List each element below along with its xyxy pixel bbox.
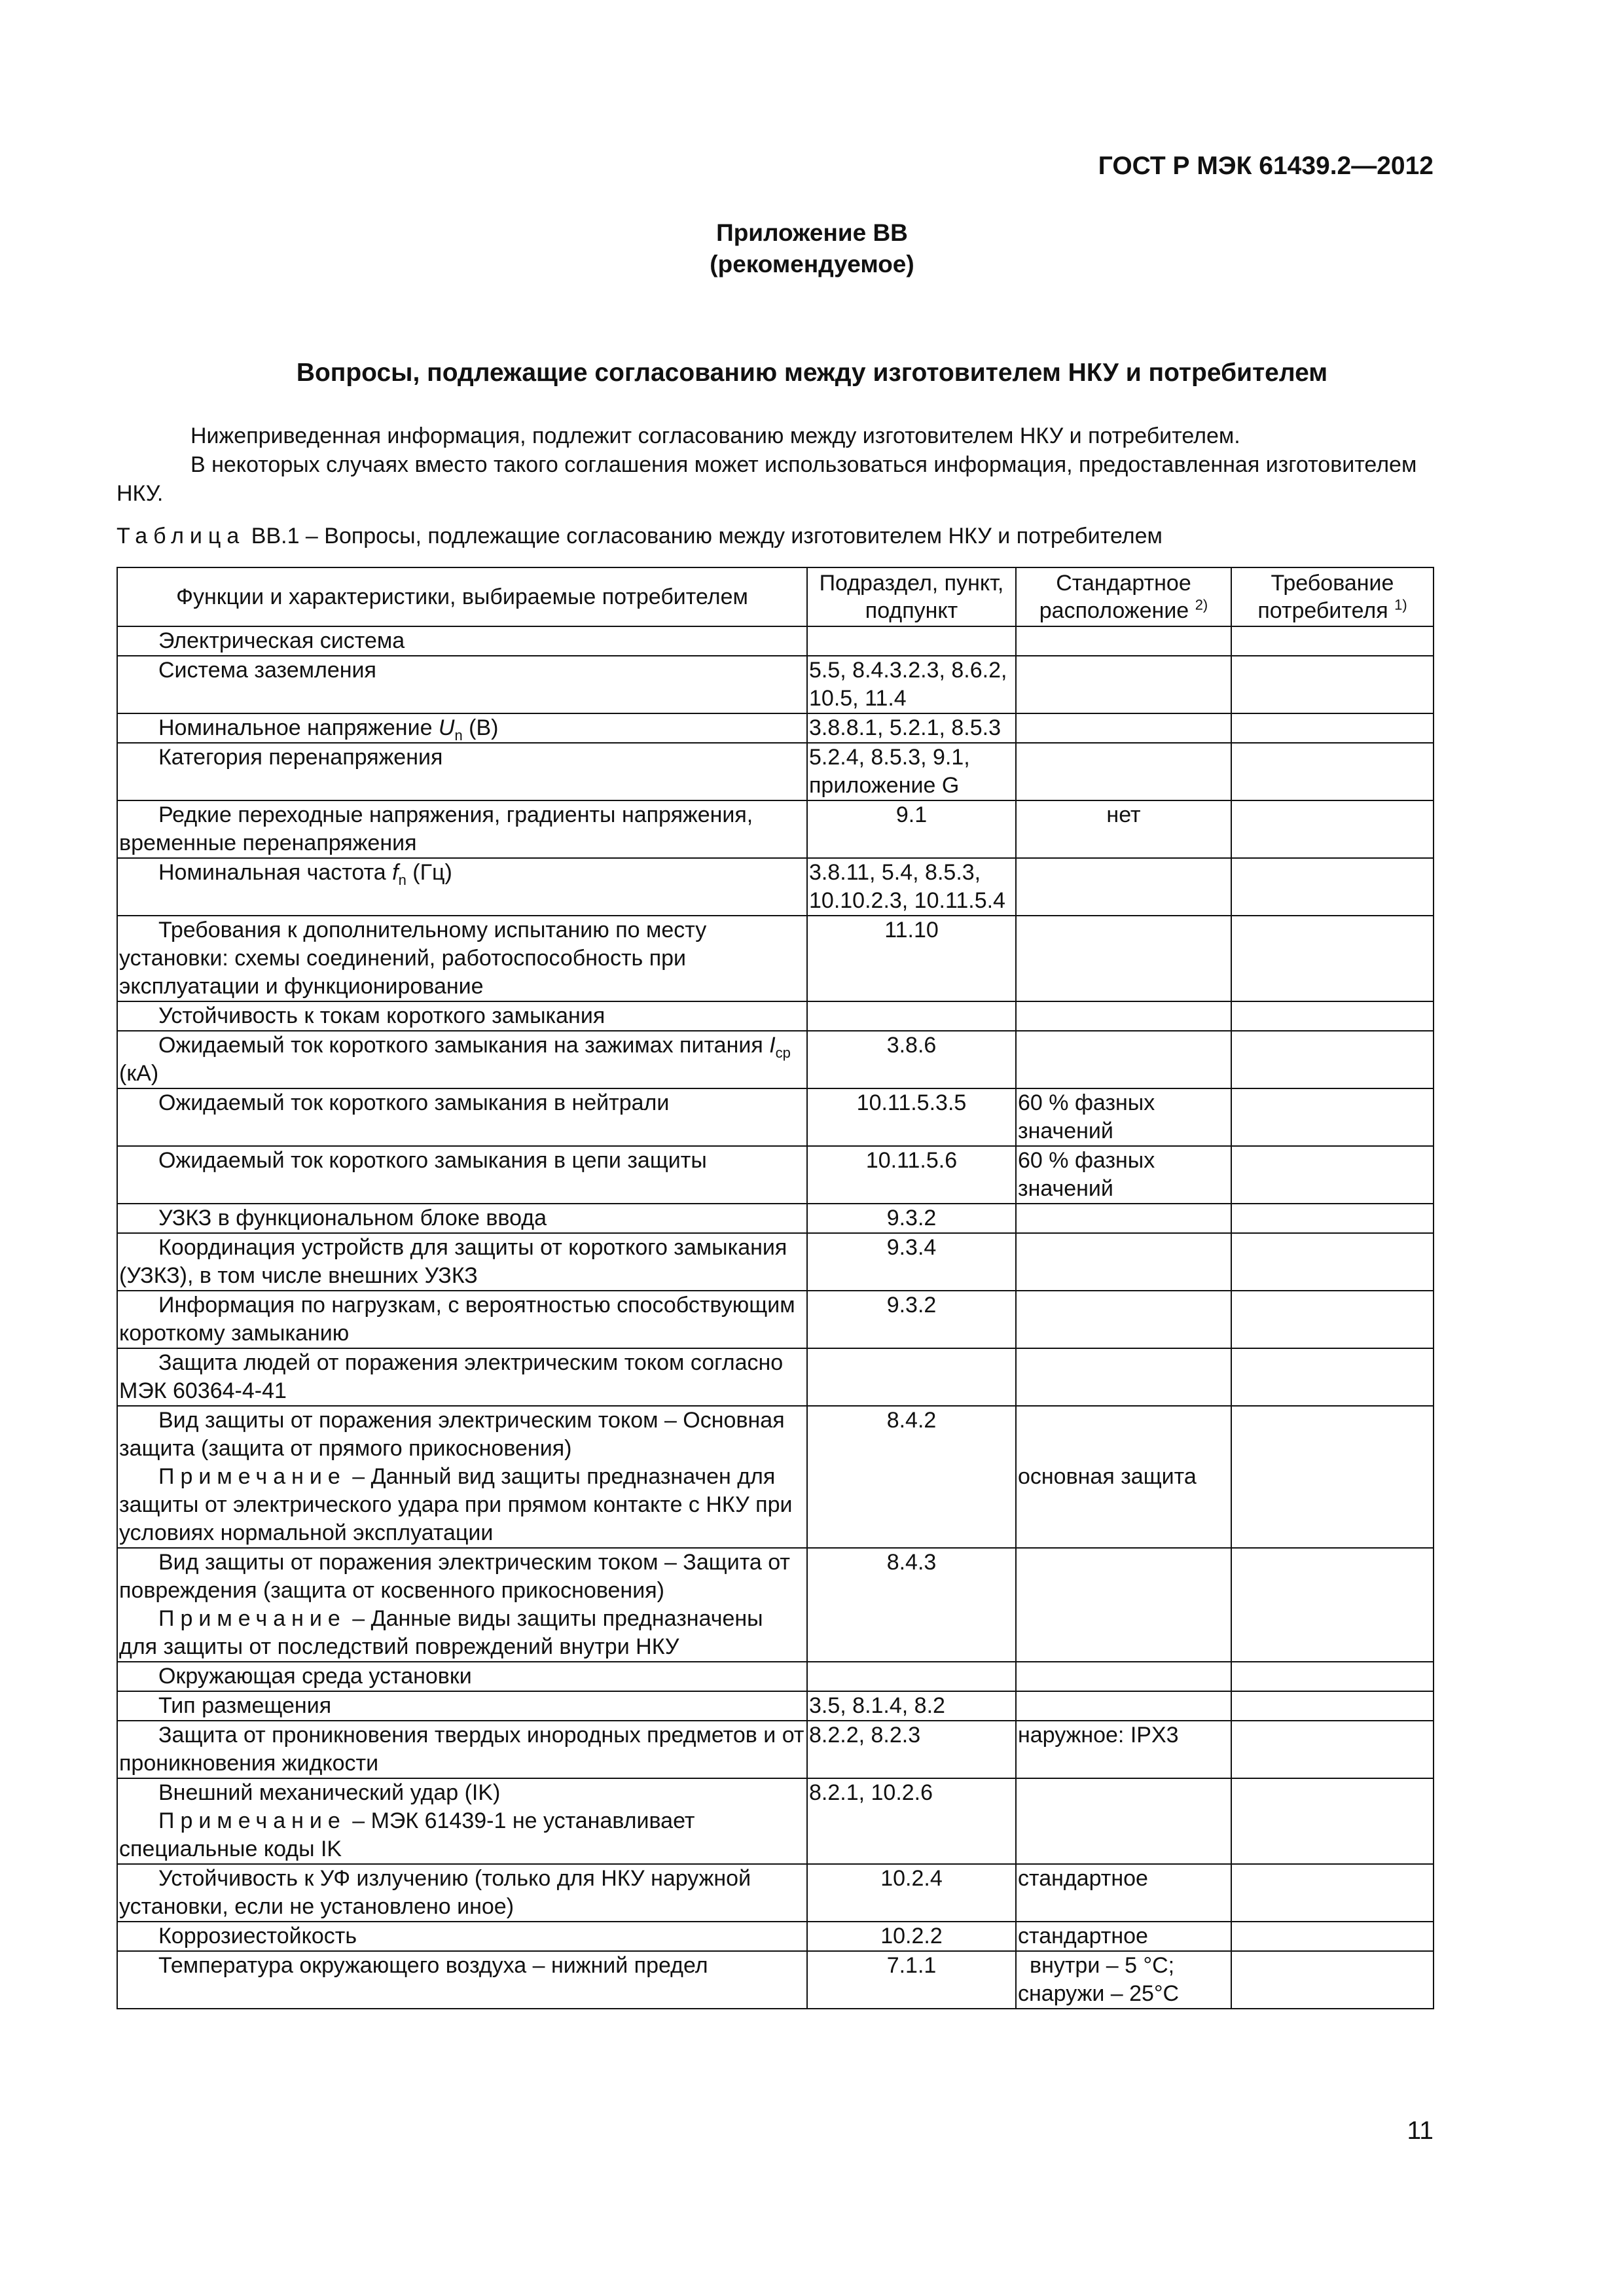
function-cell [117, 1088, 807, 1146]
user-requirement-cell [1231, 743, 1434, 800]
reference-cell: 9.3.2 [807, 1204, 1016, 1233]
reference-cell: 8.4.2 [807, 1406, 1016, 1548]
note-text: – Данные виды защиты предназначены для защиты от последствий повреждений внутри НКУ [119, 1606, 763, 1659]
user-requirement-cell [1231, 1001, 1434, 1031]
user-requirement-cell [1231, 713, 1434, 743]
default-cell [1016, 1662, 1231, 1691]
default-cell [1016, 1031, 1231, 1088]
reference-cell [807, 1662, 1016, 1691]
symbol: U [438, 715, 455, 740]
function-text: Устойчивость к УФ излучению (только для НКУ наружной установки, если не установлено иное) [119, 1866, 751, 1919]
reference-cell: 10.11.5.3.5 [807, 1088, 1016, 1146]
table-row [117, 1233, 1434, 1291]
user-requirement-cell [1231, 916, 1434, 1001]
table-row [117, 916, 1434, 1001]
table-row [117, 656, 1434, 713]
function-cell [117, 1721, 807, 1778]
function-cell [117, 626, 807, 656]
user-requirement-cell [1231, 1204, 1434, 1233]
user-requirement-cell [1231, 1691, 1434, 1721]
function-cell [117, 713, 807, 743]
default-cell [1016, 916, 1231, 1001]
reference-cell: 8.2.1, 10.2.6 [807, 1778, 1016, 1864]
function-text: УЗКЗ в функциональном блоке ввода [158, 1206, 547, 1230]
default-line: снаружи – 25°C [1018, 1981, 1180, 2006]
annex-title: Приложение ВВ [716, 219, 908, 246]
table-row [117, 1348, 1434, 1406]
table-row [117, 1406, 1434, 1548]
function-cell [117, 1233, 807, 1291]
table-caption [117, 524, 1163, 549]
default-cell: нет [1016, 800, 1231, 858]
user-requirement-cell [1231, 1406, 1434, 1548]
user-requirement-cell [1231, 656, 1434, 713]
user-requirement-cell [1231, 1146, 1434, 1204]
header-default-text: Стандартное расположение [1039, 571, 1191, 623]
function-cell [117, 1031, 807, 1088]
reference-cell: 3.8.8.1, 5.2.1, 8.5.3 [807, 713, 1016, 743]
reference-cell: 5.5, 8.4.3.2.3, 8.6.2, 10.5, 11.4 [807, 656, 1016, 713]
function-text: Устойчивость к токам короткого замыкания [158, 1003, 605, 1028]
user-requirement-cell [1231, 800, 1434, 858]
table-row [117, 1548, 1434, 1662]
default-cell [1016, 743, 1231, 800]
reference-cell: 3.8.6 [807, 1031, 1016, 1088]
requirements-table [117, 567, 1434, 2009]
default-cell: 60 % фазных значений [1016, 1088, 1231, 1146]
table-row [117, 1088, 1434, 1146]
reference-cell: 10.2.2 [807, 1922, 1016, 1951]
function-text: Защита от проникновения твердых инородных предметов и от проникновения жидкости [119, 1723, 804, 1776]
table-row [117, 743, 1434, 800]
reference-cell: 10.2.4 [807, 1864, 1016, 1922]
function-cell [117, 1406, 807, 1548]
table-row [117, 1031, 1434, 1088]
default-cell [1016, 1778, 1231, 1864]
table-row [117, 626, 1434, 656]
annex-heading [0, 217, 1624, 280]
symbol: I [769, 1033, 776, 1058]
reference-cell [807, 626, 1016, 656]
function-cell [117, 1291, 807, 1348]
table-caption-label: Таблица [117, 524, 245, 548]
function-text: Система заземления [158, 658, 376, 683]
function-text: Номинальная частота [158, 860, 393, 885]
document-title: Вопросы, подлежащие согласованию между изготовителем НКУ и потребителем [296, 359, 1328, 387]
header-subclause: Подраздел, пункт, подпункт [807, 567, 1016, 626]
default-cell [1016, 1001, 1231, 1031]
reference-cell: 5.2.4, 8.5.3, 9.1, приложение G [807, 743, 1016, 800]
user-requirement-cell [1231, 1088, 1434, 1146]
table-caption-text: ВВ.1 – Вопросы, подлежащие согласованию между изготовителем НКУ и потребителем [251, 524, 1163, 548]
default-cell: стандартное [1016, 1922, 1231, 1951]
table-row [117, 1204, 1434, 1233]
function-cell [117, 1864, 807, 1922]
user-requirement-cell [1231, 626, 1434, 656]
header-user-requirement-footnote: 1) [1394, 596, 1407, 613]
function-cell [117, 1348, 807, 1406]
reference-cell: 8.2.2, 8.2.3 [807, 1721, 1016, 1778]
table-row [117, 1691, 1434, 1721]
intro-text [117, 422, 1432, 508]
table-row [117, 713, 1434, 743]
default-cell [1016, 626, 1231, 656]
note-label: Примечание [158, 1606, 346, 1631]
user-requirement-cell [1231, 1233, 1434, 1291]
annex-status: (рекомендуемое) [710, 251, 914, 278]
header-functions: Функции и характеристики, выбираемые потребителем [117, 567, 807, 626]
function-unit: (В) [462, 715, 499, 740]
reference-cell: 10.11.5.6 [807, 1146, 1016, 1204]
table-row [117, 1864, 1434, 1922]
function-cell [117, 800, 807, 858]
user-requirement-cell [1231, 1778, 1434, 1864]
function-text: Информация по нагрузкам, с вероятностью способствующим короткому замыканию [119, 1293, 795, 1346]
default-cell: основная защита [1016, 1406, 1231, 1548]
function-text: Координация устройств для защиты от короткого замыкания (УЗКЗ), в том числе внешних УЗКЗ [119, 1235, 787, 1288]
symbol: f [392, 860, 399, 885]
reference-cell: 3.8.11, 5.4, 8.5.3, 10.10.2.3, 10.11.5.4 [807, 858, 1016, 916]
function-cell [117, 1778, 807, 1864]
function-text: Номинальное напряжение [158, 715, 439, 740]
default-cell [1016, 713, 1231, 743]
reference-cell: 7.1.1 [807, 1951, 1016, 2009]
user-requirement-cell [1231, 1662, 1434, 1691]
default-cell [1016, 656, 1231, 713]
user-requirement-cell [1231, 1864, 1434, 1922]
default-cell [1016, 1233, 1231, 1291]
table-row [117, 858, 1434, 916]
default-cell [1016, 858, 1231, 916]
note-label: Примечание [158, 1464, 346, 1489]
function-cell [117, 1146, 807, 1204]
default-cell [1016, 1951, 1231, 2009]
function-text: Ожидаемый ток короткого замыкания на зажимах питания [158, 1033, 770, 1058]
standard-number: ГОСТ Р МЭК 61439.2—2012 [1098, 152, 1434, 180]
function-text: Ожидаемый ток короткого замыкания в цепи защиты [158, 1148, 707, 1173]
user-requirement-cell [1231, 1951, 1434, 2009]
header-default [1016, 567, 1231, 626]
function-text: Редкие переходные напряжения, градиенты напряжения, временные перенапряжения [119, 802, 753, 855]
table-row [117, 1951, 1434, 2009]
symbol-subscript: n [454, 726, 463, 744]
function-cell [117, 743, 807, 800]
reference-cell: 9.3.4 [807, 1233, 1016, 1291]
function-text: Требования к дополнительному испытанию по месту установки: схемы соединений, работоспособность при эксплуатации и функционирование [119, 918, 707, 999]
table-row [117, 1001, 1434, 1031]
function-text: Вид защиты от поражения электрическим током – Защита от повреждения (защита от косвенного прикосновения) [119, 1550, 790, 1603]
user-requirement-cell [1231, 1031, 1434, 1088]
page-number: 11 [1407, 2117, 1434, 2145]
reference-cell: 9.3.2 [807, 1291, 1016, 1348]
default-cell [1016, 1291, 1231, 1348]
function-text: Электрическая система [158, 628, 405, 653]
function-unit: (Гц) [406, 860, 452, 885]
function-unit: (кА) [119, 1061, 159, 1086]
table-header-row [117, 567, 1434, 626]
reference-cell: 3.5, 8.1.4, 8.2 [807, 1691, 1016, 1721]
intro-paragraph-2: В некоторых случаях вместо такого соглашения может использоваться информация, предоставленная изготовителем НКУ. [117, 452, 1417, 506]
function-cell [117, 858, 807, 916]
function-text: Вид защиты от поражения электрическим током – Основная защита (защита от прямого прикосновения) [119, 1408, 785, 1461]
reference-cell: 9.1 [807, 800, 1016, 858]
note-text: – МЭК 61439-1 не устанавливает специальные коды IK [119, 1808, 695, 1861]
function-cell [117, 1204, 807, 1233]
note-text: – Данный вид защиты предназначен для защиты от электрического удара при прямом контакте с НКУ при условиях нормальной эксплуатации [119, 1464, 793, 1545]
header-user-requirement-text: Требование потребителя [1257, 571, 1394, 623]
table-row [117, 800, 1434, 858]
intro-paragraph-1: Нижеприведенная информация, подлежит согласованию между изготовителем НКУ и потребителем. [190, 423, 1240, 448]
function-text: Коррозиестойкость [158, 1924, 357, 1948]
table-row [117, 1291, 1434, 1348]
default-cell: стандартное [1016, 1864, 1231, 1922]
default-cell [1016, 1691, 1231, 1721]
note [119, 1463, 805, 1547]
note-label: Примечание [158, 1808, 346, 1833]
default-line: внутри – 5 °C; [1030, 1953, 1175, 1978]
header-default-footnote: 2) [1195, 596, 1208, 613]
default-cell [1016, 1548, 1231, 1662]
note [119, 1605, 805, 1661]
default-cell [1016, 1204, 1231, 1233]
note [119, 1807, 805, 1863]
function-cell [117, 656, 807, 713]
function-cell [117, 1951, 807, 2009]
function-text: Тип размещения [158, 1693, 332, 1718]
function-text: Ожидаемый ток короткого замыкания в нейтрали [158, 1090, 670, 1115]
function-text: Категория перенапряжения [158, 745, 443, 770]
reference-cell: 8.4.3 [807, 1548, 1016, 1662]
header-user-requirement [1231, 567, 1434, 626]
function-cell [117, 916, 807, 1001]
default-cell: наружное: IPX3 [1016, 1721, 1231, 1778]
table-row [117, 1778, 1434, 1864]
table-row [117, 1721, 1434, 1778]
symbol-subscript: cp [775, 1044, 791, 1061]
table-row [117, 1922, 1434, 1951]
function-cell [117, 1001, 807, 1031]
reference-cell [807, 1001, 1016, 1031]
user-requirement-cell [1231, 1922, 1434, 1951]
reference-cell: 11.10 [807, 916, 1016, 1001]
default-cell: 60 % фазных значений [1016, 1146, 1231, 1204]
user-requirement-cell [1231, 1721, 1434, 1778]
function-text: Защита людей от поражения электрическим током согласно МЭК 60364-4-41 [119, 1350, 784, 1403]
function-text: Внешний механический удар (IK) [158, 1780, 501, 1805]
function-text: Температура окружающего воздуха – нижний предел [158, 1953, 708, 1978]
function-cell [117, 1922, 807, 1951]
reference-cell [807, 1348, 1016, 1406]
table-body [117, 626, 1434, 2009]
table-row [117, 1662, 1434, 1691]
user-requirement-cell [1231, 858, 1434, 916]
table-row [117, 1146, 1434, 1204]
function-cell [117, 1662, 807, 1691]
function-cell [117, 1691, 807, 1721]
function-cell [117, 1548, 807, 1662]
user-requirement-cell [1231, 1548, 1434, 1662]
function-text: Окружающая среда установки [158, 1664, 472, 1689]
symbol-subscript: n [398, 871, 406, 888]
user-requirement-cell [1231, 1291, 1434, 1348]
default-cell [1016, 1348, 1231, 1406]
user-requirement-cell [1231, 1348, 1434, 1406]
